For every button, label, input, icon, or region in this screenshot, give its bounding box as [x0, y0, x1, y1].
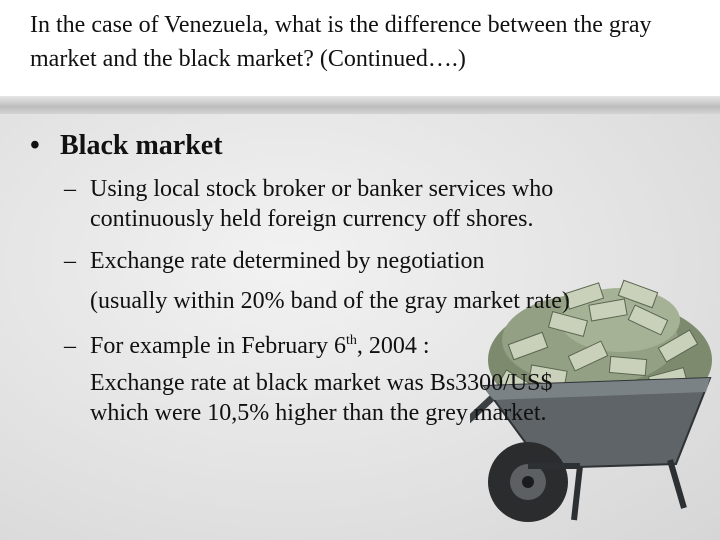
sub-item-2-line2: (usually within 20% band of the gray market rate) [90, 288, 570, 314]
bullet-label: Black market [60, 130, 223, 161]
sub-item-3-line1-sup: th [345, 333, 357, 348]
sub-item-1 [64, 174, 553, 204]
dash-symbol: – [64, 248, 76, 274]
sub-item-1-line2: continuously held foreign currency off shores. [90, 206, 534, 232]
dash-symbol: – [64, 176, 76, 202]
sub-item-3-line2: Exchange rate at black market was Bs3300/US$ [90, 370, 553, 396]
title-bar [0, 0, 720, 96]
dash-symbol: – [64, 333, 76, 359]
sub-item-3-line3: which were 10,5% higher than the grey market. [90, 400, 547, 426]
sub-item-3 [64, 326, 430, 361]
bullet-black-market [30, 128, 223, 164]
title-divider [0, 96, 720, 114]
sub-item-2 [64, 246, 485, 276]
sub-item-2-line1: Exchange rate determined by negotiation [90, 248, 485, 274]
sub-item-3-line1-pre: For example in February 6 [90, 333, 346, 359]
sub-item-3-line1-post: , 2004 : [356, 333, 430, 359]
bullet-symbol: • [30, 130, 40, 161]
slide-title: In the case of Venezuela, what is the difference between the gray market and the black market? (Continued….) [30, 12, 652, 72]
sub-item-1-line1: Using local stock broker or banker services who [90, 176, 554, 202]
